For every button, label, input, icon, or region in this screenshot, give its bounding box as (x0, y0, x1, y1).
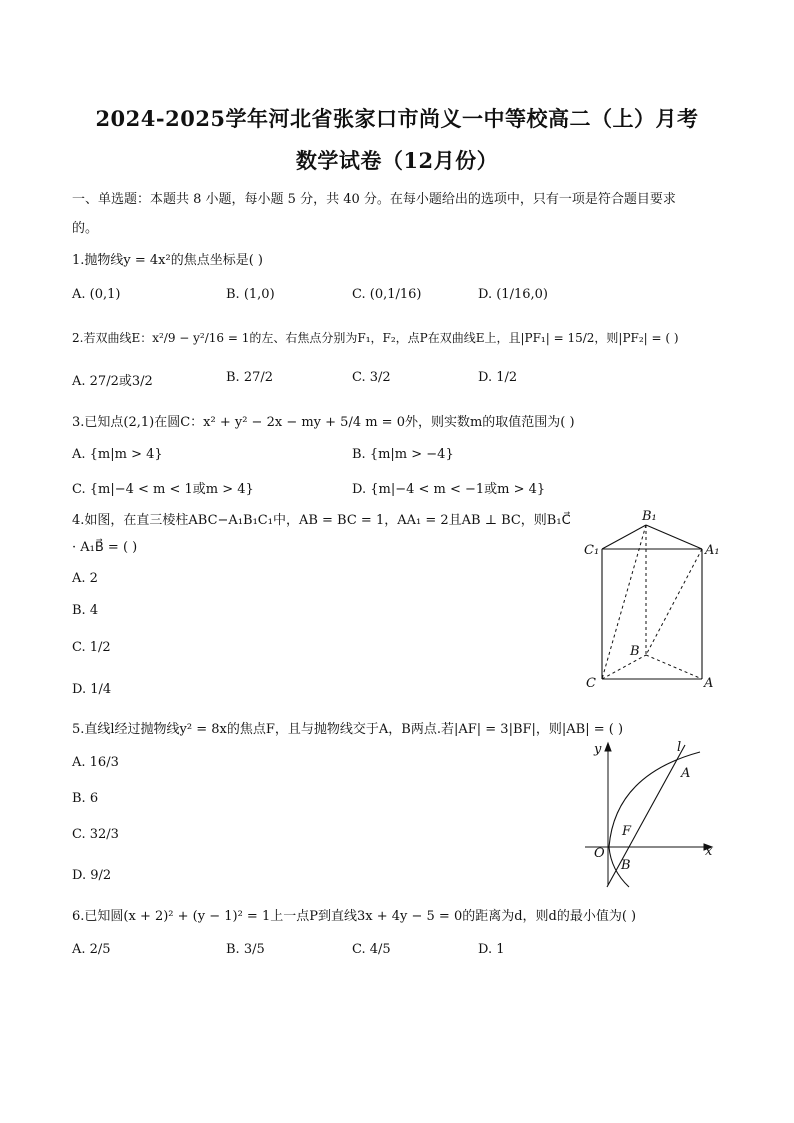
parabola-label-b: B (621, 858, 631, 873)
question-2-option-d: D. 1/2 (478, 370, 518, 385)
question-6-option-d: D. 1 (478, 942, 505, 957)
line-l (607, 745, 685, 887)
question-5-option-a: A. 16/3 (72, 755, 119, 770)
question-1-option-b: B. (1,0) (226, 287, 275, 302)
parabola-figure (585, 735, 720, 895)
prism-hidden-diagonal-a1-b (646, 549, 702, 655)
question-1-stem: 1.抛物线y = 4x²的焦点坐标是( ) (72, 253, 263, 268)
question-4-stem-line2: · A₁B⃗ = ( ) (72, 540, 138, 555)
question-3-option-b: B. {m|m > −4} (352, 447, 454, 462)
question-2-option-c: C. 3/2 (352, 370, 391, 385)
question-4-option-a: A. 2 (72, 571, 98, 586)
question-1-option-c: C. (0,1/16) (352, 287, 422, 302)
question-5-stem: 5.直线l经过抛物线y² = 8x的焦点F，且与抛物线交于A，B两点.若|AF| = 3|BF|，则|AB| = ( ) (72, 722, 624, 737)
y-axis-arrow-icon (605, 743, 611, 751)
prism-figure (580, 505, 730, 695)
exam-title-line1: 2024-2025学年河北省张家口市尚义一中等校高二（上）月考 (95, 106, 699, 131)
question-3-option-d: D. {m|−4 < m < −1或m > 4} (352, 482, 546, 497)
parabola-svg (585, 735, 720, 895)
question-3-option-c: C. {m|−4 < m < 1或m > 4} (72, 482, 254, 497)
question-2-stem: 2.若双曲线E：x²/9 − y²/16 = 1的左、右焦点分别为F₁，F₂，点P在双曲线E上，且|PF₁| = 15/2，则|PF₂| = ( ) (72, 331, 679, 345)
question-5-option-b: B. 6 (72, 791, 99, 806)
parabola-label-a: A (681, 766, 691, 781)
question-2-option-a: A. 27/2或3/2 (72, 374, 153, 389)
prism-hidden-edge-b-a (646, 655, 702, 679)
question-5-option-d: D. 9/2 (72, 868, 112, 883)
parabola-label-x: x (705, 844, 713, 859)
prism-edge-b1-a1 (646, 525, 702, 549)
parabola-label-o: O (594, 846, 605, 861)
question-6-option-c: C. 4/5 (352, 942, 391, 957)
question-6-option-b: B. 3/5 (226, 942, 265, 957)
question-3-stem: 3.已知点(2,1)在圆C：x² + y² − 2x − my + 5/4 m = 0外，则实数m的取值范围为( ) (72, 415, 575, 430)
exam-title-line2: 数学试卷（12月份） (295, 148, 499, 173)
parabola-label-l: l (677, 740, 682, 755)
prism-label-b1: B₁ (642, 509, 657, 524)
question-6-stem: 6.已知圆(x + 2)² + (y − 1)² = 1上一点P到直线3x + 4y − 5 = 0的距离为d，则d的最小值为( ) (72, 909, 637, 924)
question-4-option-d: D. 1/4 (72, 682, 112, 697)
parabola-label-f: F (622, 824, 632, 839)
question-4-option-c: C. 1/2 (72, 640, 111, 655)
question-6-option-a: A. 2/5 (72, 942, 111, 957)
prism-edge-c1-b1 (602, 525, 646, 549)
question-4-stem-line1: 4.如图，在直三棱柱ABC−A₁B₁C₁中，AB = BC = 1，AA₁ = 2且AB ⊥ BC，则B₁C⃗ (72, 513, 571, 528)
question-1-option-a: A. (0,1) (72, 287, 121, 302)
prism-label-c: C (586, 676, 596, 691)
prism-label-a1: A₁ (705, 543, 720, 558)
prism-label-a: A (704, 676, 714, 691)
prism-label-b: B (630, 644, 640, 659)
question-2-option-b: B. 27/2 (226, 370, 274, 385)
section-instruction-line1: 一、单选题：本题共 8 小题，每小题 5 分，共 40 分。在每小题给出的选项中，只有一项是符合题目要求 (72, 192, 676, 207)
prism-label-c1: C₁ (584, 543, 600, 558)
question-4-option-b: B. 4 (72, 603, 99, 618)
section-instruction-line2: 的。 (72, 221, 99, 236)
parabola-label-y: y (594, 742, 602, 757)
question-1-option-d: D. (1/16,0) (478, 287, 548, 302)
question-3-option-a: A. {m|m > 4} (72, 447, 163, 462)
prism-svg (580, 505, 730, 695)
question-5-option-c: C. 32/3 (72, 827, 119, 842)
